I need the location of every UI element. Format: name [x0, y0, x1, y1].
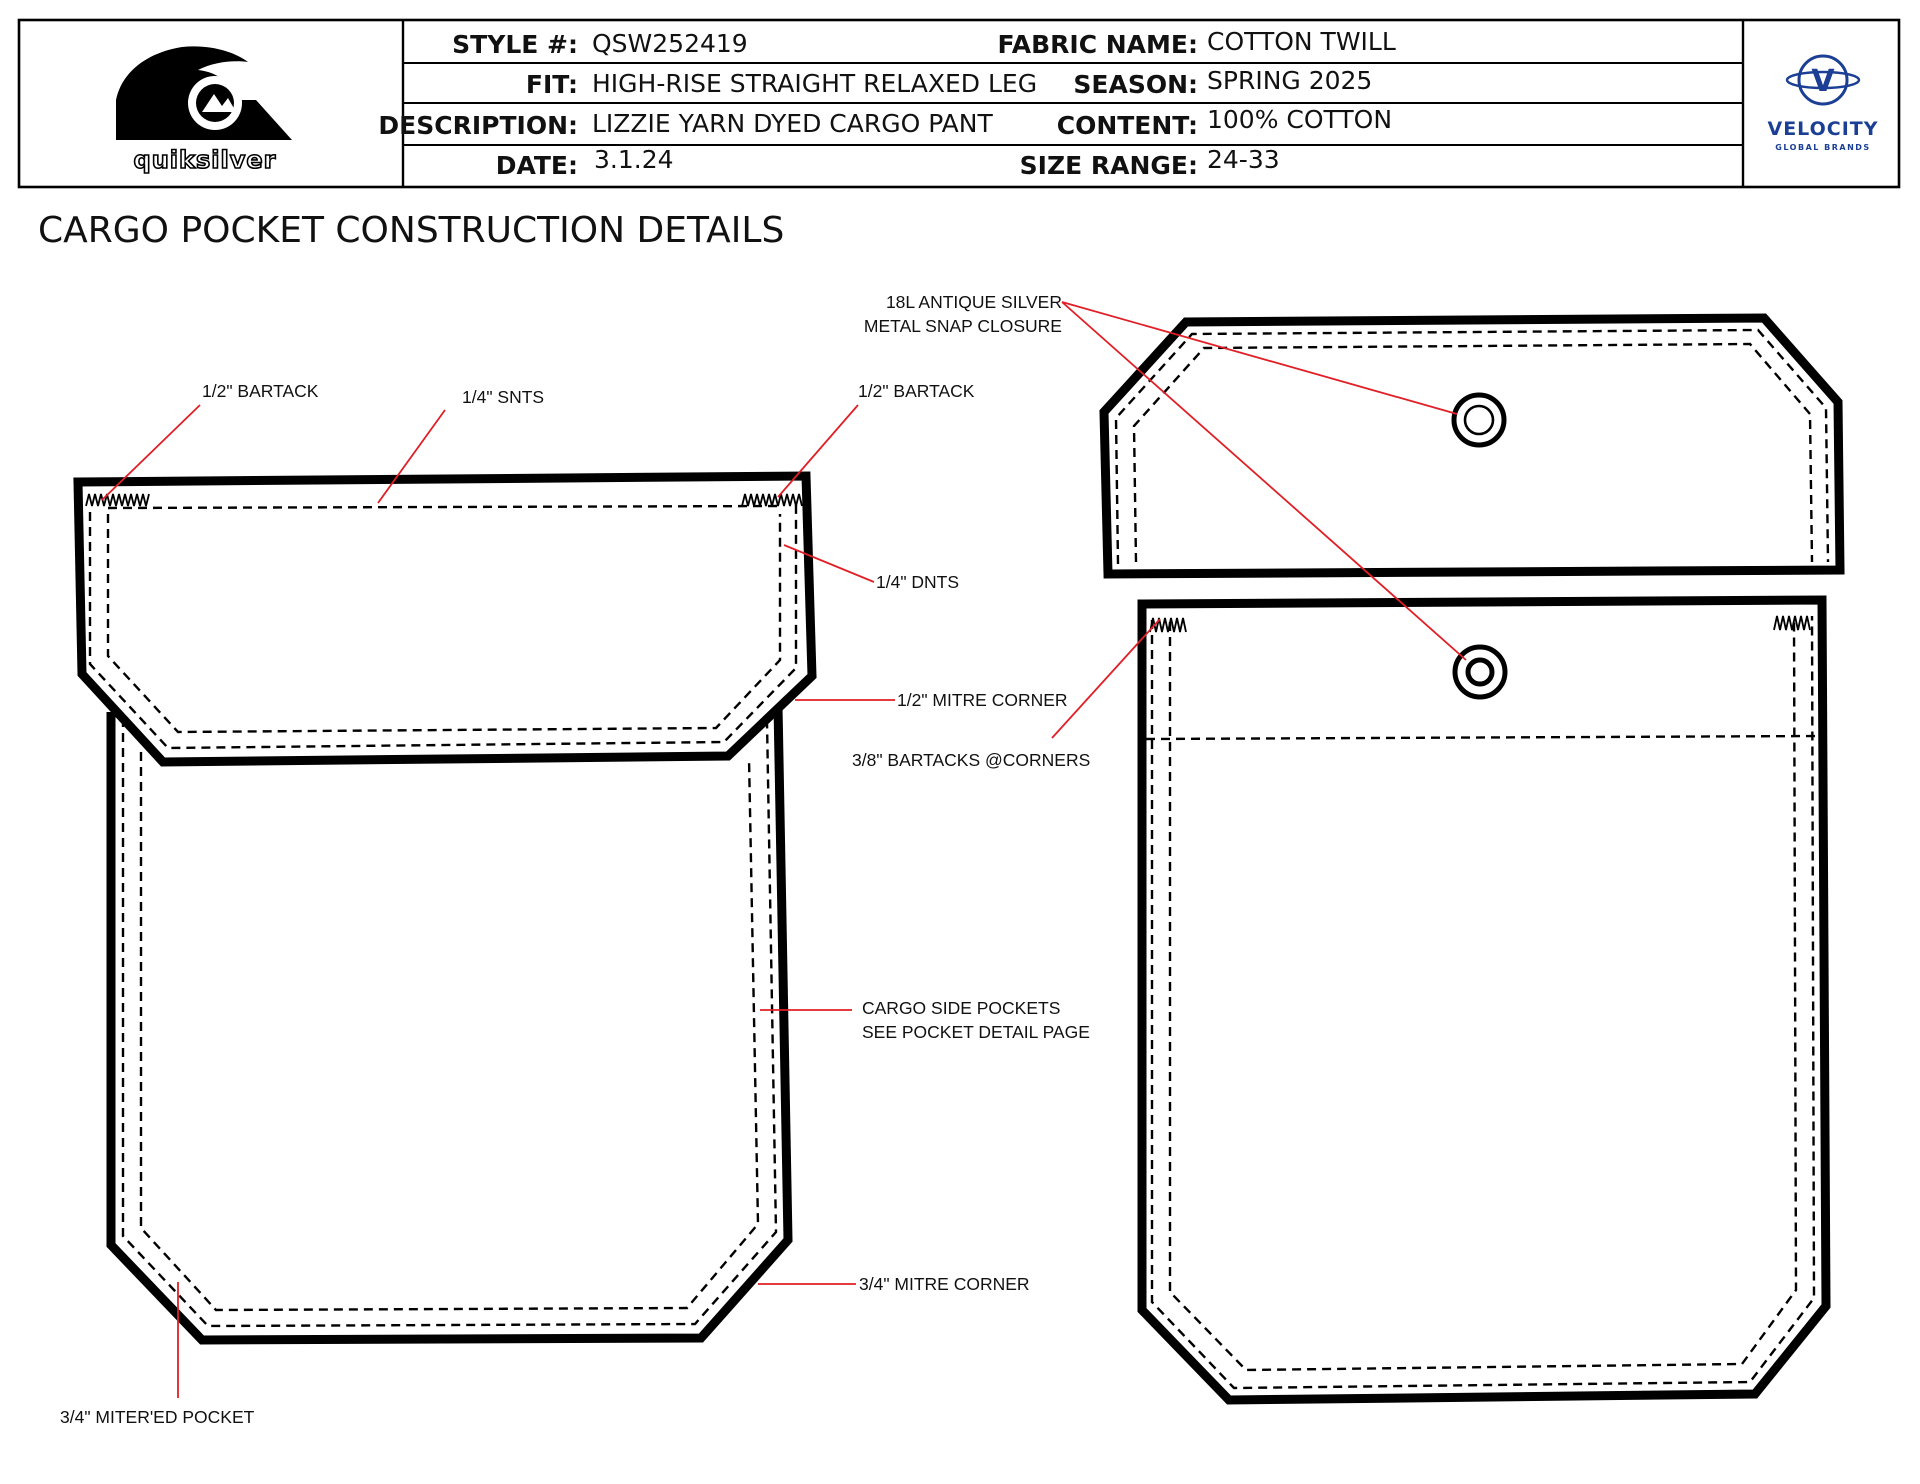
style-label: STYLE #: — [452, 30, 578, 59]
velocity-logo — [1768, 56, 1879, 152]
header-block — [19, 20, 1899, 187]
right-pocket-stitch-cross — [1146, 736, 1818, 739]
callout-mitre-half: 1/2" MITRE CORNER — [897, 690, 1068, 710]
callout-bartacks-corners: 3/8" BARTACKS @CORNERS — [852, 750, 1091, 770]
right-pocket-outline — [1142, 600, 1826, 1400]
callout-bartack-left: 1/2" BARTACK — [202, 381, 319, 401]
callout-snts: 1/4" SNTS — [462, 387, 545, 407]
flap-snap-icon — [1454, 395, 1504, 445]
callout-cargo-line2: SEE POCKET DETAIL PAGE — [862, 1022, 1090, 1042]
callout-mitre-three-quarter: 3/4" MITRE CORNER — [859, 1274, 1030, 1294]
callout-bartack-right: 1/2" BARTACK — [858, 381, 975, 401]
right-pocket-stitch-outer — [1152, 616, 1814, 1388]
description-value: LIZZIE YARN DYED CARGO PANT — [592, 109, 993, 138]
svg-text:GLOBAL BRANDS: GLOBAL BRANDS — [1775, 143, 1871, 152]
date-value: 3.1.24 — [594, 145, 674, 174]
left-pocket-drawing — [78, 476, 812, 1340]
page-title: CARGO POCKET CONSTRUCTION DETAILS — [38, 210, 785, 251]
callout-mitered-pocket: 3/4" MITER'ED POCKET — [60, 1407, 255, 1427]
right-flap-stitch-inner — [1134, 344, 1812, 562]
fabric-name-value: COTTON TWILL — [1207, 27, 1396, 56]
style-value: QSW252419 — [592, 29, 748, 58]
svg-text:V: V — [1811, 64, 1835, 99]
content-value: 100% COTTON — [1207, 105, 1393, 134]
left-flap-outline — [78, 476, 812, 762]
svg-text:VELOCITY: VELOCITY — [1767, 118, 1879, 140]
content-label: CONTENT: — [1056, 111, 1198, 140]
svg-text:quiksilver: quiksilver — [133, 146, 277, 174]
description-label: DESCRIPTION: — [378, 111, 578, 140]
callouts — [60, 292, 1090, 1427]
fit-label: FIT: — [525, 70, 578, 99]
right-pocket-drawing — [1104, 318, 1840, 1400]
right-pocket-stitch-inner — [1170, 620, 1796, 1370]
callout-dnts: 1/4" DNTS — [876, 572, 960, 592]
left-pocket-bag-stitch-outer — [123, 718, 776, 1326]
date-label: DATE: — [495, 151, 578, 180]
pocket-snap-icon — [1455, 647, 1505, 697]
size-range-label: SIZE RANGE: — [1019, 151, 1198, 180]
callout-snap-line2: METAL SNAP CLOSURE — [863, 316, 1062, 336]
callout-snap-line1: 18L ANTIQUE SILVER — [885, 292, 1062, 312]
fabric-name-label: FABRIC NAME: — [997, 30, 1198, 59]
right-pocket-right-bartack-zigzag — [1774, 616, 1810, 630]
callout-cargo-line1: CARGO SIDE POCKETS — [862, 998, 1061, 1018]
right-flap-stitch-outer — [1116, 330, 1828, 564]
left-pocket-bag-stitch-inner — [141, 752, 758, 1310]
size-range-value: 24-33 — [1207, 145, 1280, 174]
fit-value: HIGH-RISE STRAIGHT RELAXED LEG — [592, 69, 1038, 98]
season-label: SEASON: — [1073, 70, 1198, 99]
quiksilver-logo — [116, 46, 292, 174]
season-value: SPRING 2025 — [1207, 66, 1373, 95]
left-pocket-bag-outline — [111, 706, 788, 1340]
